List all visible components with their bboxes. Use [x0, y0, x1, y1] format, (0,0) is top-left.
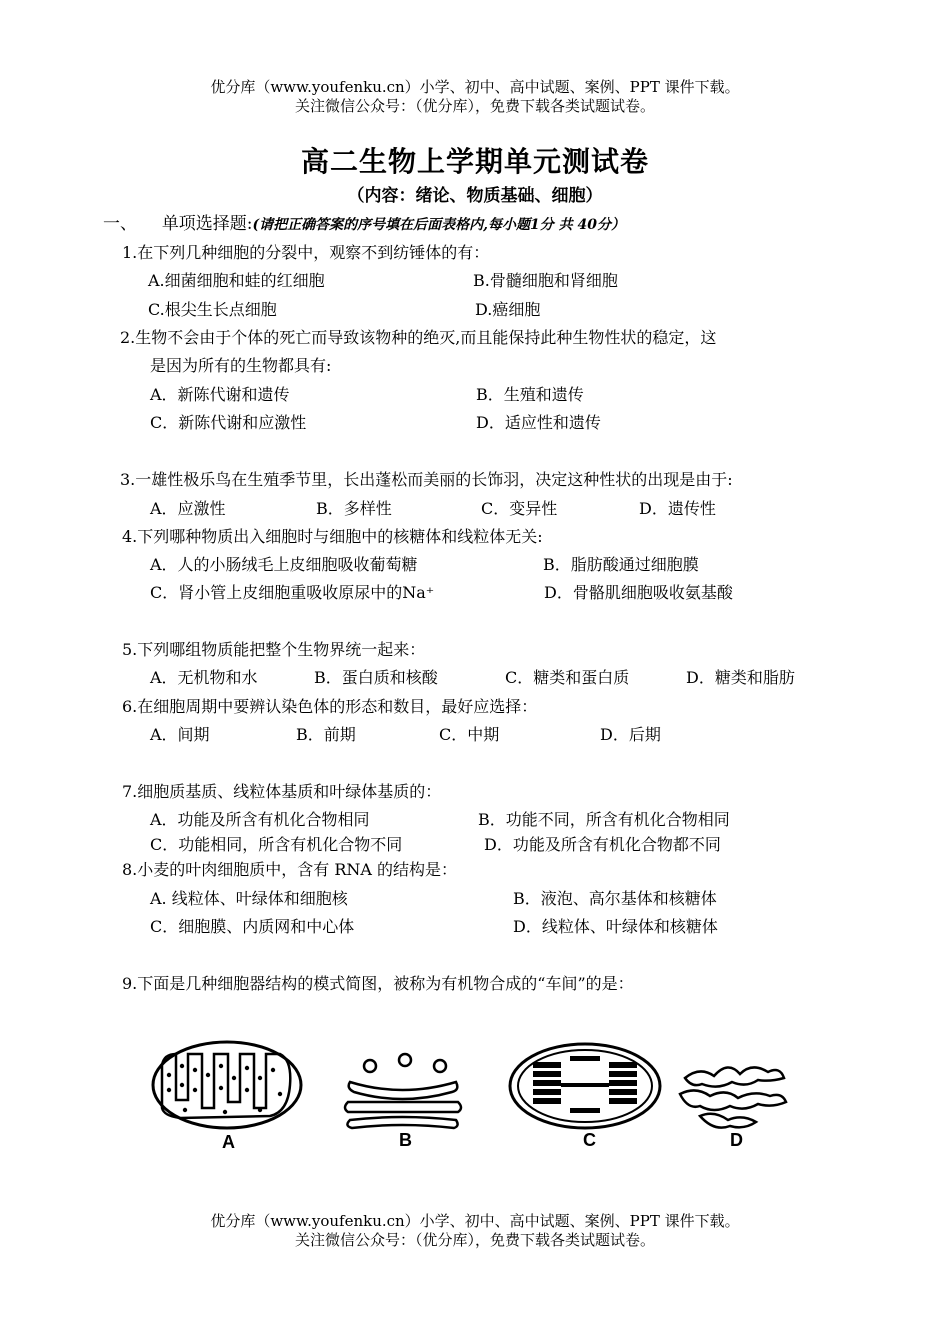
question-6-option-d: D．后期 [600, 725, 661, 744]
question-8-option-d: D．线粒体、叶绿体和核糖体 [513, 917, 718, 936]
question-5-stem: 5.下列哪组物质能把整个生物界统一起来： [122, 640, 426, 659]
question-3-option-d: D．遗传性 [639, 499, 716, 518]
chloroplast-diagram [510, 1044, 660, 1128]
question-6-stem: 6.在细胞周期中要辨认染色体的形态和数目，最好应选择： [122, 697, 538, 716]
question-4-stem: 4.下列哪种物质出入细胞时与细胞中的核糖体和线粒体无关: [122, 527, 543, 546]
figure-label-a: A [222, 1132, 235, 1152]
question-5-option-c: C．糖类和蛋白质 [505, 668, 630, 687]
section-heading [103, 209, 625, 234]
question-4-option-a: A．人的小肠绒毛上皮细胞吸收葡萄糖 [150, 555, 418, 574]
question-2-option-b: B．生殖和遗传 [476, 385, 584, 404]
question-8-option-b: B．液泡、高尔基体和核糖体 [513, 889, 717, 908]
page-title: 高二生物上学期单元测试卷 [300, 145, 649, 178]
question-7-option-a: A．功能及所含有机化合物相同 [150, 810, 370, 829]
question-7-option-b: B．功能不同，所含有机化合物相同 [478, 810, 730, 829]
question-1-option-a: A.细菌细胞和蛙的红细胞 [148, 271, 325, 290]
question-3-option-c: C．变异性 [481, 499, 558, 518]
mitochondrion-diagram [153, 1042, 301, 1128]
question-3-option-a: A．应激性 [150, 499, 226, 518]
section-number: 一、 [103, 214, 137, 234]
question-6-option-b: B．前期 [296, 725, 356, 744]
question-6-option-a: A．间期 [150, 725, 210, 744]
endoplasmic-reticulum-diagram [680, 1067, 786, 1127]
question-7-option-c: C．功能相同，所含有机化合物不同 [150, 835, 403, 854]
golgi-diagram [345, 1054, 461, 1128]
header-line-1: 优分库（www.youfenku.cn）小学、初中、高中试题、案例、PPT 课件下载。 [210, 78, 740, 96]
question-1-stem: 1.在下列几种细胞的分裂中，观察不到纺锤体的有： [122, 243, 490, 262]
organelle-figure [140, 1030, 800, 1160]
page-subtitle: （内容：绪论、物质基础、细胞） [347, 186, 603, 206]
question-8-option-a: A. 线粒体、叶绿体和细胞核 [150, 889, 348, 908]
question-2-stem: 2.生物不会由于个体的死亡而导致该物种的绝灭,而且能保持此种生物性状的稳定，这 [120, 328, 717, 347]
figure-label-d: D [730, 1130, 743, 1150]
question-4-option-c: C．肾小管上皮细胞重吸收原尿中的Na⁺ [150, 583, 435, 602]
section-note: (请把正确答案的序号填在后面表格内,每小题1分 共 40分） [252, 217, 626, 233]
question-4-option-b: B．脂肪酸通过细胞膜 [543, 555, 699, 574]
figure-label-c: C [583, 1130, 596, 1150]
question-1-option-b: B.骨髓细胞和肾细胞 [473, 271, 618, 290]
question-5-option-d: D．糖类和脂肪 [686, 668, 795, 687]
question-2-option-a: A．新陈代谢和遗传 [150, 385, 290, 404]
question-8-stem: 8.小麦的叶肉细胞质中，含有 RNA 的结构是： [122, 860, 458, 879]
question-7-stem: 7.细胞质基质、线粒体基质和叶绿体基质的： [122, 782, 442, 801]
section-label: 单项选择题: [161, 214, 253, 234]
question-9-stem: 9.下面是几种细胞器结构的模式简图，被称为有机物合成的“车间”的是： [122, 974, 634, 993]
question-3-option-b: B．多样性 [316, 499, 392, 518]
header-line-2: 关注微信公众号：（优分库），免费下载各类试题试卷。 [294, 97, 655, 115]
question-3-stem: 3.一雄性极乐鸟在生殖季节里，长出蓬松而美丽的长饰羽，决定这种性状的出现是由于: [120, 470, 733, 489]
question-5-option-a: A．无机物和水 [150, 668, 258, 687]
question-6-option-c: C．中期 [439, 725, 500, 744]
figure-label-b: B [399, 1130, 412, 1150]
question-1-option-c: C.根尖生长点细胞 [148, 300, 277, 319]
question-2-option-c: C．新陈代谢和应激性 [150, 413, 307, 432]
question-5-option-b: B．蛋白质和核酸 [314, 668, 438, 687]
question-8-option-c: C．细胞膜、内质网和中心体 [150, 917, 355, 936]
question-2-stem-cont: 是因为所有的生物都具有: [150, 356, 332, 375]
question-4-option-d: D．骨骼肌细胞吸收氨基酸 [544, 583, 733, 602]
footer-line-2: 关注微信公众号：（优分库），免费下载各类试题试卷。 [294, 1231, 655, 1249]
question-1-option-d: D.癌细胞 [475, 300, 541, 319]
footer-line-1: 优分库（www.youfenku.cn）小学、初中、高中试题、案例、PPT 课件下载。 [210, 1212, 740, 1230]
question-7-option-d: D．功能及所含有机化合物都不同 [484, 835, 721, 854]
question-2-option-d: D．适应性和遗传 [476, 413, 601, 432]
